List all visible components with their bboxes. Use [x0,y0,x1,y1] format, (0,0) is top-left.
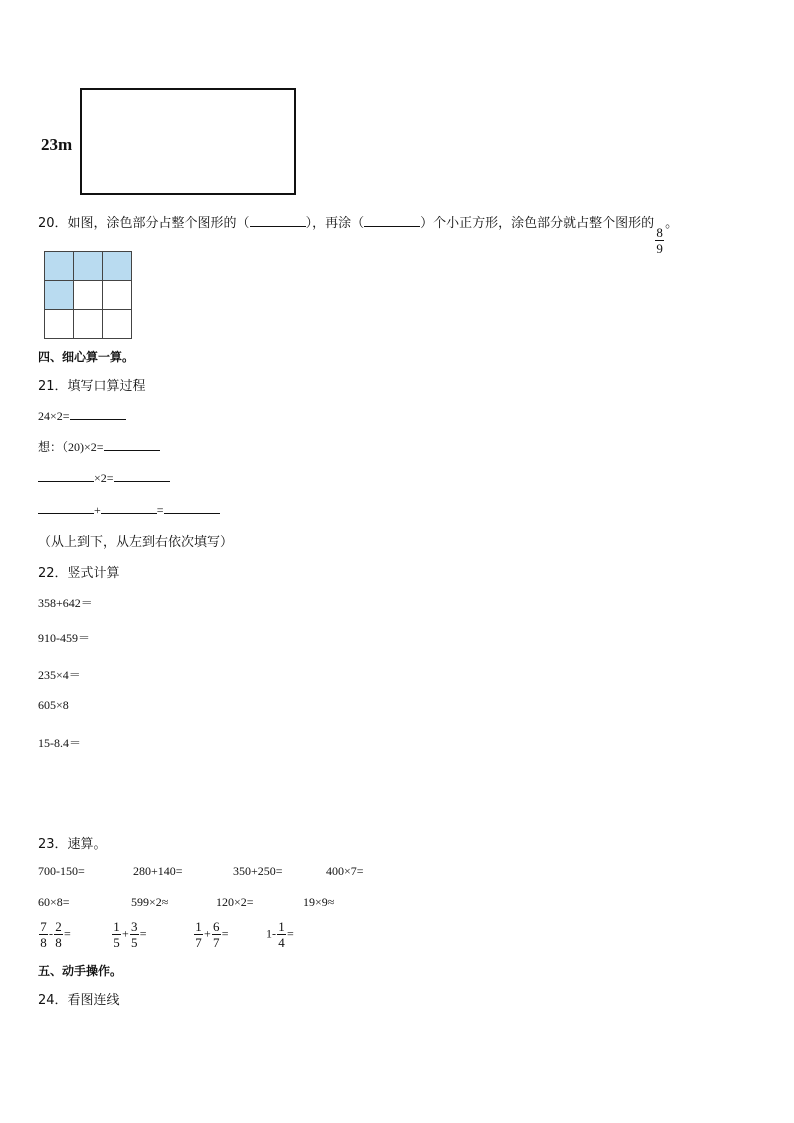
fraction-numerator: 1 [113,919,120,934]
q21-blank-4[interactable] [114,469,170,482]
fraction-denominator: 4 [278,935,285,950]
q21-blank-6[interactable] [101,501,157,514]
fraction [130,919,139,950]
q22-item: 605×8 [38,698,69,712]
q20-part2: ），再涂（ [305,216,365,231]
grid-cell [103,281,132,310]
q23-fraction-expr-4 [266,919,294,950]
fraction [194,919,203,950]
q20-text [38,212,678,256]
rect-side-label: 23m [41,135,73,154]
fraction [54,919,63,950]
q23-item: 60×8= [38,895,70,909]
q21-blank-5[interactable] [38,501,94,514]
fraction-denominator: 8 [40,935,47,950]
q21-line2 [38,438,160,455]
q21-blank-2[interactable] [104,438,160,451]
q22-title: 22．竖式计算 [38,566,120,581]
q23-item: 599×2≈ [131,895,169,909]
grid-cell [74,281,103,310]
q20-fraction [655,225,664,256]
q21-plus: + [94,503,101,517]
fraction [39,919,48,950]
operator: - [49,926,53,941]
fraction-numerator: 1 [195,919,202,934]
q20-number: 20． [38,216,68,231]
fraction-numerator: 2 [55,919,62,934]
fraction-denominator: 8 [55,935,62,950]
q21-blank-3[interactable] [38,469,94,482]
q22-item: 358+642＝ [38,596,93,610]
q23-item: 19×9≈ [303,895,335,909]
fraction [277,919,286,950]
q23-fraction-expr-2 [111,919,147,950]
fraction-numerator: 1 [278,919,285,934]
equals: = [64,926,71,941]
q23-fraction-expr-1 [38,919,71,950]
q21-line4 [38,501,220,518]
fraction-numerator: 3 [131,919,138,934]
q21-line3-expr: ×2= [94,471,114,485]
fraction-denominator: 9 [656,241,663,256]
operator: + [204,926,211,941]
fraction-numerator: 8 [656,225,663,240]
fraction-numerator: 6 [213,919,220,934]
q22-item: 235×4＝ [38,668,81,682]
q21-equals: = [156,503,164,517]
q22-item: 15-8.4＝ [38,736,81,750]
q23-item: 700-150= [38,864,85,878]
section-5-heading: 五、动手操作。 [38,964,123,978]
q20-part4: 。 [665,216,679,231]
fraction-numerator: 7 [40,919,47,934]
q20-part3: ）个小正方形，涂色部分就占整个图形的 [420,216,655,231]
q21-note: （从上到下，从左到右依次填写） [38,535,234,550]
q23-item: 120×2= [216,895,254,909]
equals: = [139,926,147,941]
q23-item: 350+250= [233,864,283,878]
equals: = [221,926,229,941]
q21-line2-expr: 想：（20)×2= [38,440,104,454]
grid-cell-shaded [74,252,103,281]
grid-cell [103,310,132,339]
operator: + [122,926,129,941]
equals: = [287,926,294,941]
q21-line3 [38,469,170,486]
q24-title: 24．看图连线 [38,993,120,1008]
fraction-denominator: 5 [131,935,138,950]
fraction-denominator: 7 [195,935,202,950]
q23-item: 400×7= [326,864,364,878]
q21-line1-expr: 24×2= [38,409,70,423]
q20-part1: 如图，涂色部分占整个图形的（ [67,216,250,231]
fraction-denominator: 7 [213,935,220,950]
q23-item: 280+140= [133,864,183,878]
grid-cell-shaded [45,281,74,310]
fraction [112,919,121,950]
q23-title: 23．速算。 [38,837,107,852]
q22-item: 910-459＝ [38,631,90,645]
q21-blank-1[interactable] [70,407,126,420]
grid-cell-shaded [45,252,74,281]
fraction-denominator: 5 [113,935,120,950]
section-4-heading: 四、细心算一算。 [38,350,135,364]
grid-cell [74,310,103,339]
q23-fraction-expr-3 [193,919,229,950]
q21-title: 21．填写口算过程 [38,379,146,394]
q20-blank-1[interactable] [250,214,306,227]
rectangle-figure [80,88,296,195]
operand: 1- [266,926,276,941]
grid-cell [45,310,74,339]
q21-blank-7[interactable] [164,501,220,514]
q21-line1 [38,407,126,424]
grid-cell-shaded [103,252,132,281]
shaded-grid [44,251,132,339]
fraction [212,919,221,950]
q20-blank-2[interactable] [364,214,420,227]
